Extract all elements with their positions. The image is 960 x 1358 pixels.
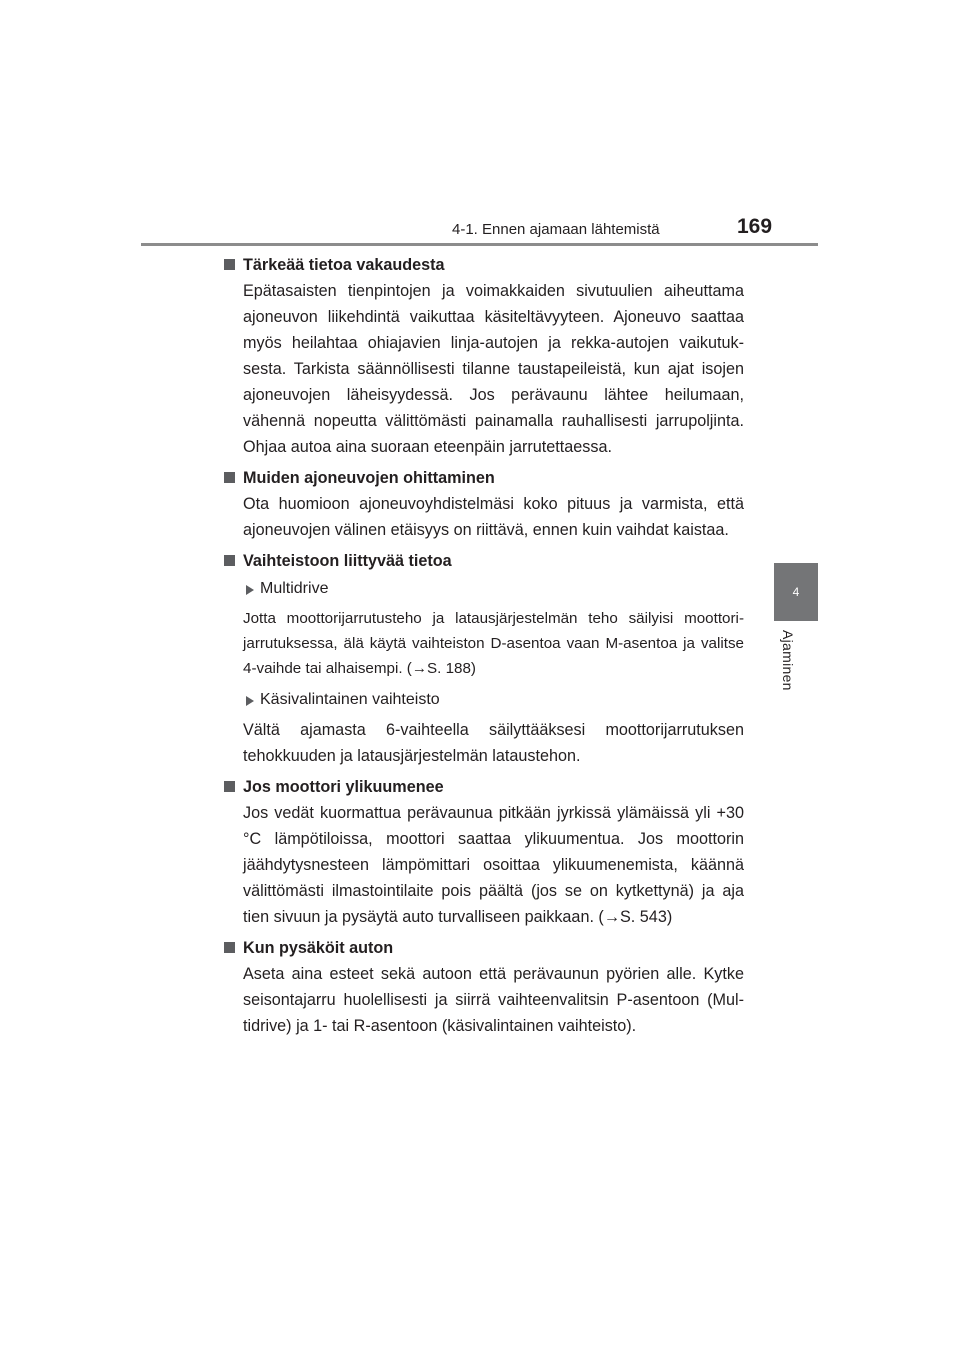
square-bullet-icon (224, 781, 235, 792)
header-section-title: 4-1. Ennen ajamaan lähtemistä (452, 221, 660, 238)
subsection-body: Vältä ajamasta 6-vaihteella säilyttääksesi moottorijarrutuksen tehokkuuden ja latausjärjestelmän lataustehon. (243, 721, 744, 765)
section-heading: Jos moottori ylikuumenee (222, 774, 744, 800)
square-bullet-icon (224, 942, 235, 953)
page-content (222, 252, 744, 1044)
triangle-bullet-icon (246, 696, 254, 706)
header-divider (141, 243, 818, 246)
section-heading: Kun pysäköit auton (222, 935, 744, 961)
square-bullet-icon (224, 259, 235, 270)
section-heading: Tärkeää tietoa vakaudesta (222, 252, 744, 278)
square-bullet-icon (224, 555, 235, 566)
square-bullet-icon (224, 472, 235, 483)
chapter-tab: 4 (774, 563, 818, 621)
subsection-body: Jotta moottorijarrutusteho ja latausjärjestelmän teho säilyisi moottorijarrutuksessa, älä käytä vaihteiston D-asentoa vaan M-asentoa ja valitse 4-vaihde tai alhaisempi. (→S. 188) (243, 610, 744, 677)
triangle-bullet-icon (246, 585, 254, 595)
section-body: Aseta aina esteet sekä autoon että perävaunun pyörien alle. Kytke seisontajarru huolellisesti ja siirrä vaihteenvalitsin P-asentoon (Multidrive) ja 1- tai R-asentoon (käsivalintainen vaihteisto). (243, 965, 744, 1035)
subsection-label: Multidrive (243, 576, 744, 602)
subsection-label: Käsivalintainen vaihteisto (243, 687, 744, 713)
section-body: Ota huomioon ajoneuvoyhdistelmäsi koko pituus ja varmista, että ajoneuvojen välinen etäisyys on riittävä, ennen kuin vaihdat kaistaa. (243, 495, 744, 539)
section-body: Jos vedät kuormattua perävaunua pitkään jyrkissä ylämäissä yli +30 °C lämpötiloissa, moottori saattaa ylikuumentua. Jos moottorin jäähdytysnesteen lämpömittari osoittaa ylikuumenemista, käännä välittömästi ilmastointilaite pois päältä (jos se on kytkettynä) ja aja tien sivuun ja pysäytä auto turvalliseen paikkaan. (→S. 543) (243, 804, 744, 926)
section-heading: Vaihteistoon liittyvää tietoa (222, 548, 744, 574)
section-body: Epätasaisten tienpintojen ja voimakkaiden sivutuulien aiheuttama ajoneuvon liikehdintä vaikuttaa käsiteltävyyteen. Ajoneuvo saattaa myös heilahtaa ohiajavien linja-autojen ja rekka-autojen vaikutuksesta. Tarkista säännöllisesti tilanne taustapeileistä, kun ajat isojen ajoneuvojen läheisyydessä. Jos perävaunu lähtee heilumaan, vähennä nopeutta välittömästi painamalla rauhallisesti jarrupoljinta. Ohjaa autoa aina suoraan eteenpäin jarrutettaessa. (243, 282, 744, 456)
page-number: 169 (737, 215, 773, 238)
section-heading: Muiden ajoneuvojen ohittaminen (222, 465, 744, 491)
chapter-label: Ajaminen (780, 630, 796, 691)
